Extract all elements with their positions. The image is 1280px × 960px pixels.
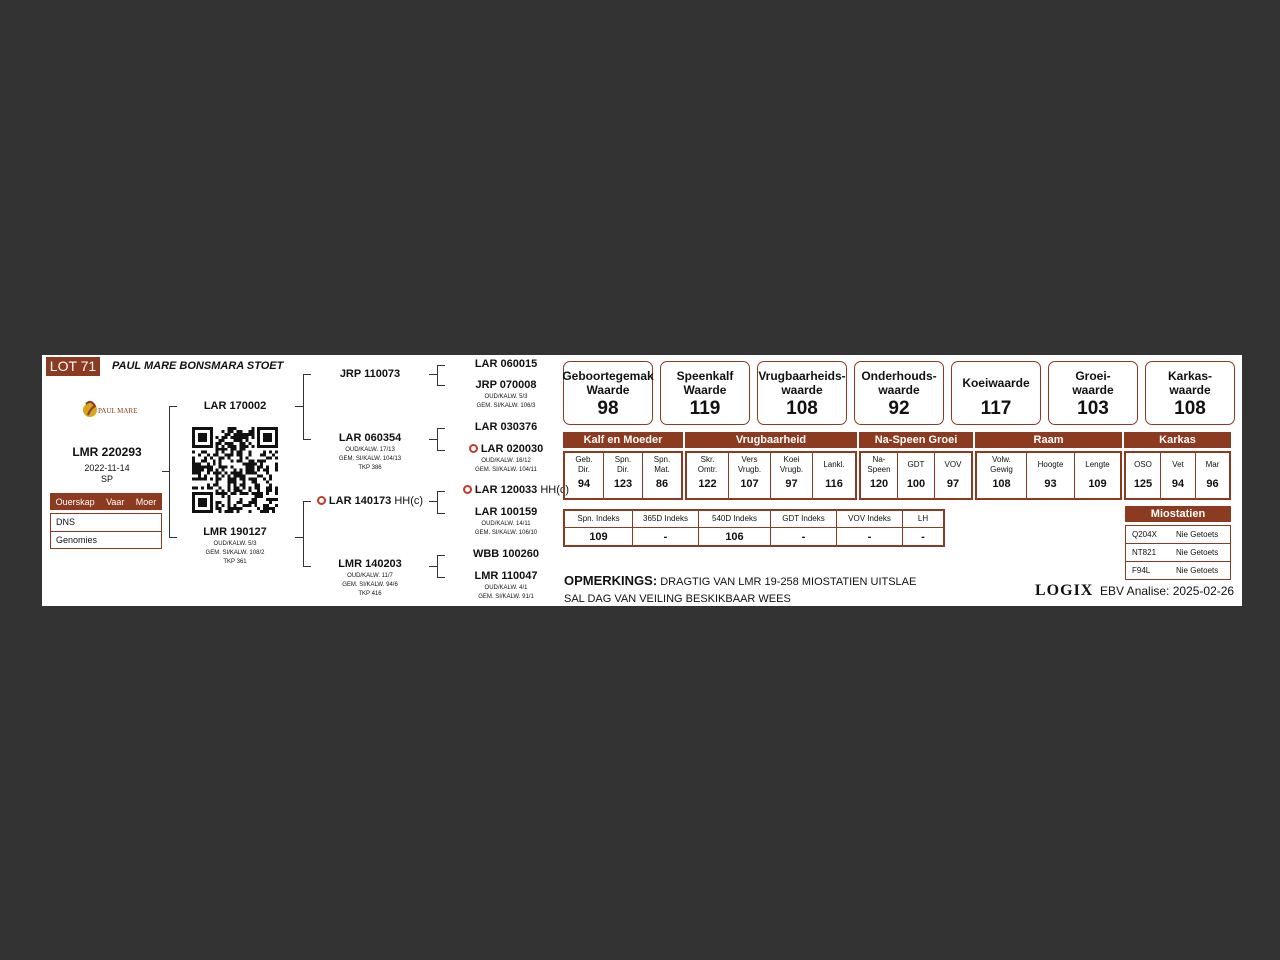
target-icon [463, 485, 472, 494]
index-cell: Spn. Indeks 109 [565, 510, 633, 546]
pedigree-dss: LAR 120033 HH(c) [446, 484, 586, 496]
pedigree-ssd-l1: OUD/KALW. 5/3 [484, 394, 528, 400]
value-box-vrugbaarheid: Vrugbaarheids- waarde 108 [757, 361, 847, 425]
pedigree-sire: LAR 170002 [203, 400, 267, 412]
qr-code[interactable] [192, 427, 278, 513]
trait-cell: Skr. Omtr. 122 [687, 452, 729, 499]
ebv-date: EBV Analise: 2025-02-26 [1100, 584, 1235, 598]
pedigree-dd-l2: GEM. SI/KALW. 94/6 [342, 582, 398, 588]
value-box-onderhoud: Onderhouds- waarde 92 [854, 361, 944, 425]
ownership-row-dns: DNS [51, 514, 161, 532]
trait-cell: Volw. Gewig 108 [977, 452, 1027, 499]
index-cell: 365D Indeks - [633, 510, 699, 546]
animal-code: SP [100, 474, 113, 484]
miostatien-title: Miostatien [1125, 506, 1231, 522]
ownership-row-genomies: Genomies [56, 535, 98, 545]
trait-cell: Hoogte 93 [1027, 452, 1075, 499]
trait-cell: Koei Vrugb. 97 [771, 452, 813, 499]
pedigree-dsd-l1: OUD/KALW. 14/11 [481, 521, 531, 527]
index-cell: 540D Indeks 106 [699, 510, 771, 546]
pedigree-sd-l1: OUD/KALW. 17/13 [345, 447, 395, 453]
pedigree-dds: WBB 100260 [472, 548, 540, 560]
lot-badge: LOT 71 [46, 357, 100, 376]
pedigree-dsd: LAR 100159 [474, 506, 538, 518]
pedigree-dam: LMR 190127 [203, 526, 267, 538]
trait-cell: Na- Speen 120 [861, 452, 898, 499]
pedigree-dsd-l2: GEM. SI/KALW. 106/10 [474, 530, 538, 536]
group-karkas: Karkas [1124, 432, 1231, 448]
herd-title: PAUL MARE BONSMARA STOET [112, 360, 284, 372]
pedigree-sdd-l1: OUD/KALW. 16/12 [481, 458, 531, 464]
pedigree-dam-l3: TKP 361 [223, 559, 247, 565]
pedigree-dam-l1: OUD/KALW. 5/3 [213, 541, 257, 547]
animal-id: LMR 220293 [72, 445, 142, 459]
target-icon [469, 444, 478, 453]
trait-cell: Vet 94 [1161, 452, 1196, 499]
pedigree-ddd-l2: GEM. SI/KALW. 91/1 [478, 594, 534, 600]
ownership-dam: Moer [135, 496, 157, 507]
animal-date: 2022-11-14 [84, 463, 130, 473]
trait-cell: Spn. Mat. 86 [653, 455, 671, 490]
value-box-groei: Groei- waarde 103 [1048, 361, 1138, 425]
trait-cell: GDT 100 [898, 452, 935, 499]
remarks: OPMERKINGS: DRAGTIG VAN LMR 19-258 MIOSTATIEN UITSLAE SAL DAG VAN VEILING BESKIKBAAR WEES [564, 573, 917, 605]
logix-logo: LOGIX [1035, 582, 1094, 599]
trait-cell: Lengte 109 [1085, 460, 1110, 490]
pedigree-sdd: LAR 020030 [446, 443, 566, 455]
index-cell: LH - [903, 510, 943, 546]
trait-cell: Vers Vrugb. 107 [729, 452, 771, 499]
trait-cell: Geb. Dir. 94 [565, 452, 604, 499]
pedigree-sds: LAR 030376 [474, 421, 538, 433]
pedigree-ssd: JRP 070008 [475, 379, 537, 391]
group-vrugbaarheid: Vrugbaarheid [685, 432, 857, 448]
pedigree-sd-l2: GEM. SI/KALW. 104/13 [338, 456, 402, 462]
miostatien-row: F94L Nie Getoets [1125, 562, 1231, 580]
trait-cell: VOV 97 [944, 460, 962, 490]
index-cell: GDT Indeks - [771, 510, 837, 546]
ownership-header [50, 493, 162, 510]
pedigree-ddd: LMR 110047 [474, 570, 538, 582]
index-cell: VOV Indeks - [837, 510, 903, 546]
pedigree-ssd-l2: GEM. SI/KALW. 106/3 [476, 403, 536, 409]
ownership-label: Ouerskap [55, 496, 95, 507]
pedigree-sss: LAR 060015 [474, 358, 538, 370]
group-raam: Raam [975, 432, 1122, 448]
target-icon [317, 496, 326, 505]
ownership-table [50, 513, 162, 549]
pedigree-ddd-l1: OUD/KALW. 4/1 [484, 585, 528, 591]
trait-cell: Lankl. 116 [823, 460, 845, 490]
paul-mare-logo [78, 395, 140, 427]
pedigree-sdd-l2: GEM. SI/KALW. 104/11 [475, 467, 537, 473]
pedigree-ss: JRP 110073 [339, 368, 401, 380]
pedigree-sd-l3: TKP 386 [358, 465, 382, 471]
pedigree-sd: LAR 060354 [338, 432, 402, 444]
pedigree-ds: LAR 140173 HH(c) [310, 495, 430, 507]
group-kalf-en-moeder: Kalf en Moeder [563, 432, 683, 448]
miostatien-row: NT821 Nie Getoets [1125, 544, 1231, 562]
value-box-speenkalf: Speenkalf Waarde 119 [660, 361, 750, 425]
miostatien-row: Q204X Nie Getoets [1125, 525, 1231, 544]
pedigree-dd-l3: TKP 416 [358, 591, 382, 597]
svg-text:PAUL MARE: PAUL MARE [98, 407, 138, 415]
value-box-koeiwaarde: Koeiwaarde 117 [951, 361, 1041, 425]
pedigree-dd-l1: OUD/KALW. 11/7 [347, 573, 393, 579]
trait-cell: Mar 96 [1205, 460, 1220, 490]
lot-card [42, 355, 1242, 606]
group-na-speen-groei: Na-Speen Groei [859, 432, 973, 448]
ownership-sire: Vaar [106, 496, 125, 507]
value-box-karkas: Karkas- waarde 108 [1145, 361, 1235, 425]
value-box-geboortegemak: Geboortegemak Waarde 98 [563, 361, 653, 425]
miostatien-table [1125, 506, 1231, 580]
pedigree-dd: LMR 140203 [338, 558, 402, 570]
trait-cell: Spn. Dir. 123 [604, 452, 643, 499]
trait-cell: OSO 125 [1126, 452, 1161, 499]
pedigree-dam-l2: GEM. SI/KALW. 108/2 [205, 550, 265, 556]
